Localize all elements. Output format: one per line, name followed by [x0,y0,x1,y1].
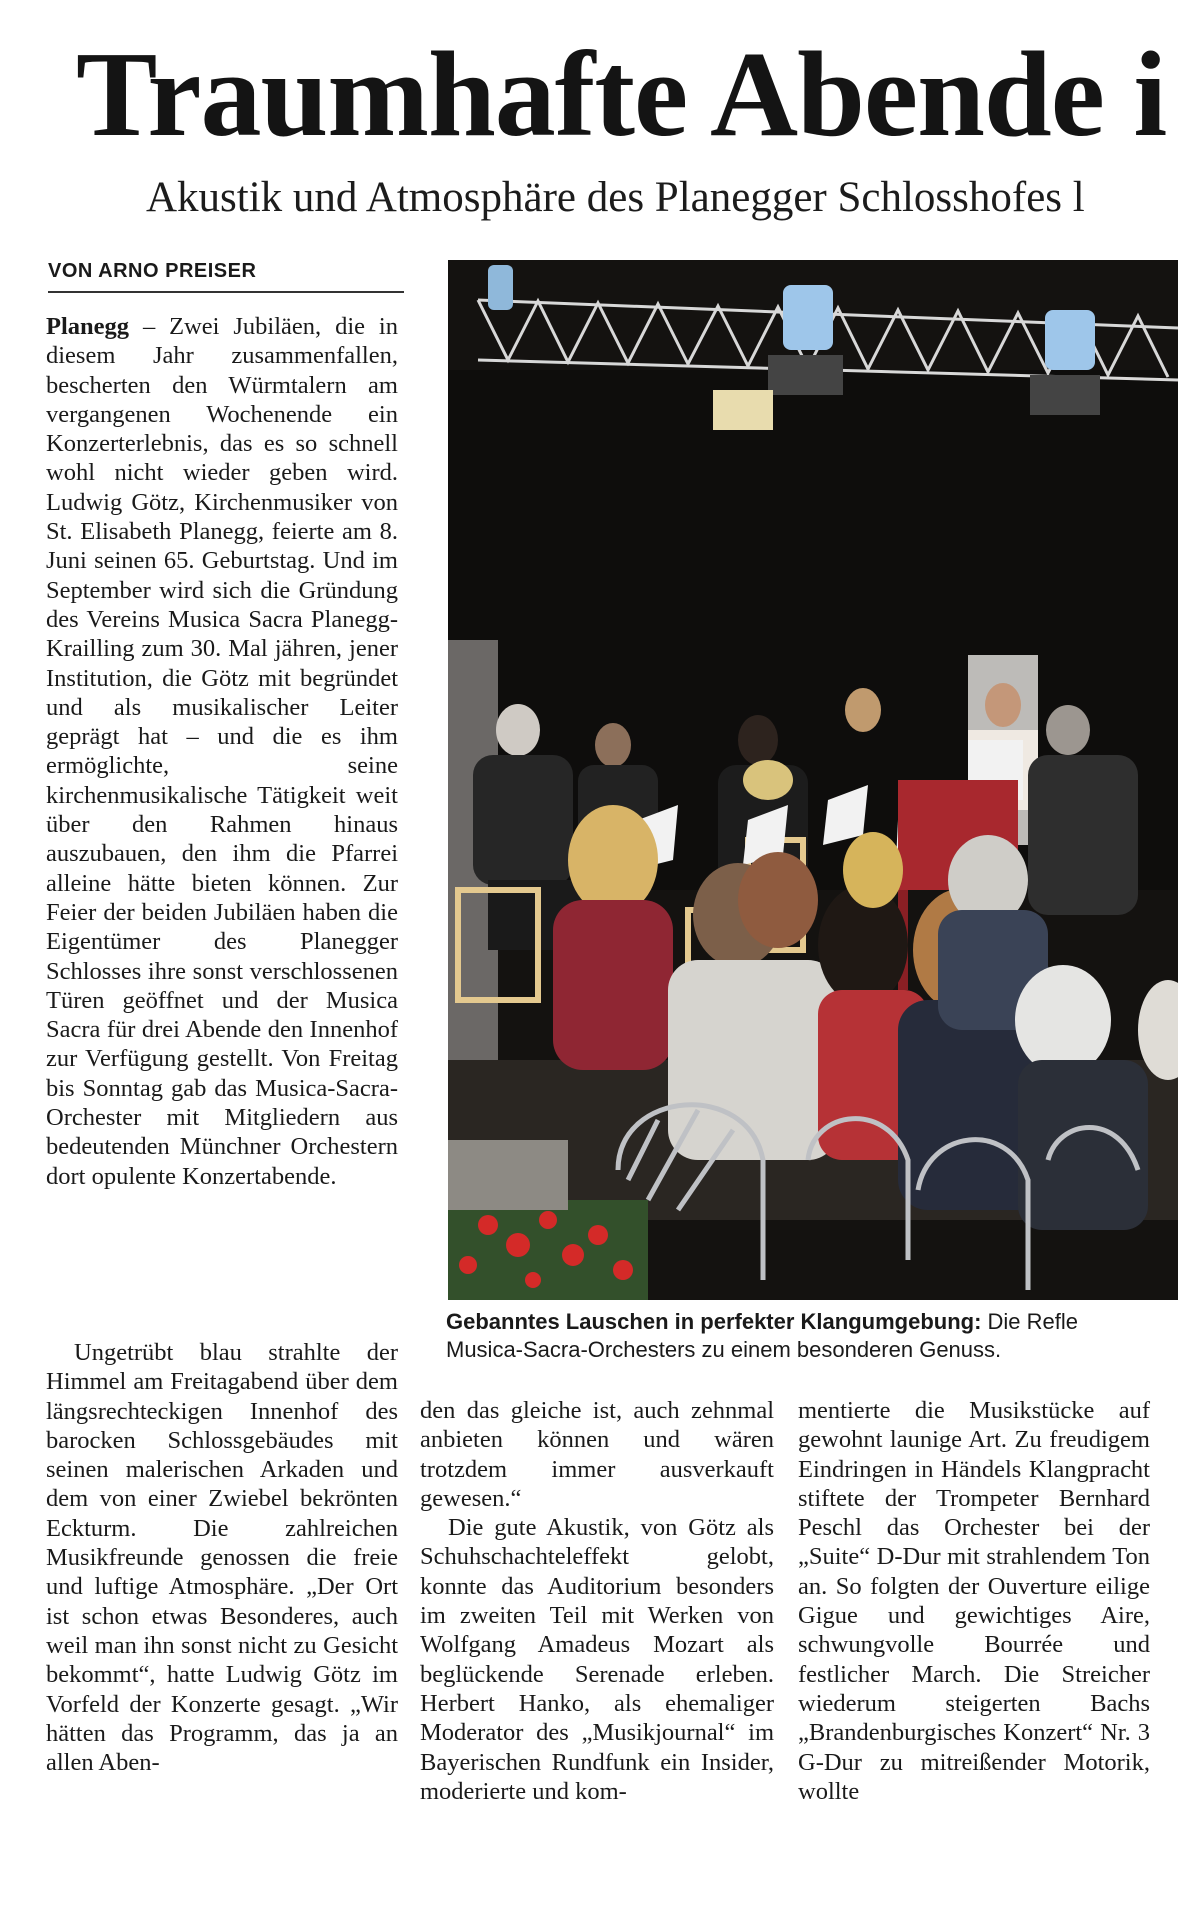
caption-text: Die Refle [981,1309,1079,1334]
article-column-3 [798,1396,1150,1806]
article-paragraph-3-continued: mentierte die Musikstücke auf gewohnt launige Art. Zu freudigem Eindringen in Händels Klangpracht stiftete der Trompeter Bernhard Peschl das Orchester bei der „Suite“ D-Dur mit strahlendem Ton an. So folgten der Ouverture eilige Gigue und gewichtiges Aire, schwungvolle Bourrée und festlicher March. Die Streicher wiederum steigerten Bachs „Brandenburgisches Konzert“ Nr. 3 G-Dur zu mitreißender Motorik, wollte [798,1397,1150,1805]
caption-title: Gebanntes Lauschen in perfekter Klangumgebung: [446,1309,982,1334]
flowers [448,1200,648,1300]
article-column-2 [420,1396,774,1806]
article-paragraph-2: Ungetrübt blau strahlte der Himmel am Freitagabend über dem längsrechteckigen Innenhof des barocken Schlossgebäudes mit seinen malerischen Arkaden und dem von einer Zwiebel bekrönten Eckturm. Die zahlreichen Musikfreunde genossen die freie und luftige Atmosphäre. „Der Ort ist schon etwas Besonderes, auch weil man ihn sonst nicht zu Gesicht bekommt“, hatte Ludwig Götz im Vorfeld der Konzerte gesagt. „Wir hätten das Programm, das ja an allen Aben- [46,1339,398,1777]
headline: Traumhafte Abende i [76,27,1167,162]
article-paragraph-2-continued: den das gleiche ist, auch zehnmal anbieten können und wären trotzdem immer ausverkauft gewesen.“ [420,1397,774,1512]
article-column-1 [46,312,398,1191]
dateline: Planegg [46,313,130,340]
concert-photo [448,260,1178,1300]
lead-text: – Zwei Jubiläen, die in diesem Jahr zusammenfallen, bescherten den Würmtalern am vergangenen Wochenende ein Konzerterlebnis, das es so schnell wohl nicht wieder geben wird. Ludwig Götz, Kirchenmusiker von St. Elisabeth Planegg, feierte am 8. Juni seinen 65. Geburtstag. Und im September wird sich die Gründung des Vereins Musica Sacra Planegg-Krailling zum 30. Mal jähren, jener Institution, die Götz mit begründet und als musikalischer Leiter geprägt hat – und die es ihm ermöglichte, seine kirchenmusikalische Tätigkeit weit über den Rahmen hinaus auszubauen, den ihm die Pfarrei alleine hätte bieten können. Zur Feier der beiden Jubiläen haben die Eigentümer des Planegger Schlosses ihre sonst verschlossenen Türen geöffnet und der Musica Sacra für drei Abende den Innenhof zur Verfügung gestellt. Von Freitag bis Sonntag gab das Musica-Sacra-Orchester mit Mitgliedern aus bedeutenden Münchner Orchestern dort opulente Konzertabende. [46,313,398,1190]
subheadline: Akustik und Atmosphäre des Planegger Schlosshofes l [146,174,1085,221]
article-lead-paragraph [46,312,398,1191]
caption-line-2: Musica-Sacra-Orchesters zu einem besonderen Genuss. [446,1337,1002,1362]
article-column-1-continued [46,1338,398,1777]
article-paragraph-3: Die gute Akustik, von Götz als Schuhschachteleffekt gelobt, konnte das Auditorium besonders im zweiten Teil mit Werken von Wolfgang Amadeus Mozart als beglückende Serenade erleben. Herbert Hanko, als ehemaliger Moderator des „Musikjournal“ im Bayerischen Rundfunk ein Insider, moderierte und kom- [420,1514,774,1805]
byline: VON ARNO PREISER [48,260,404,293]
photo-caption [446,1308,1178,1364]
